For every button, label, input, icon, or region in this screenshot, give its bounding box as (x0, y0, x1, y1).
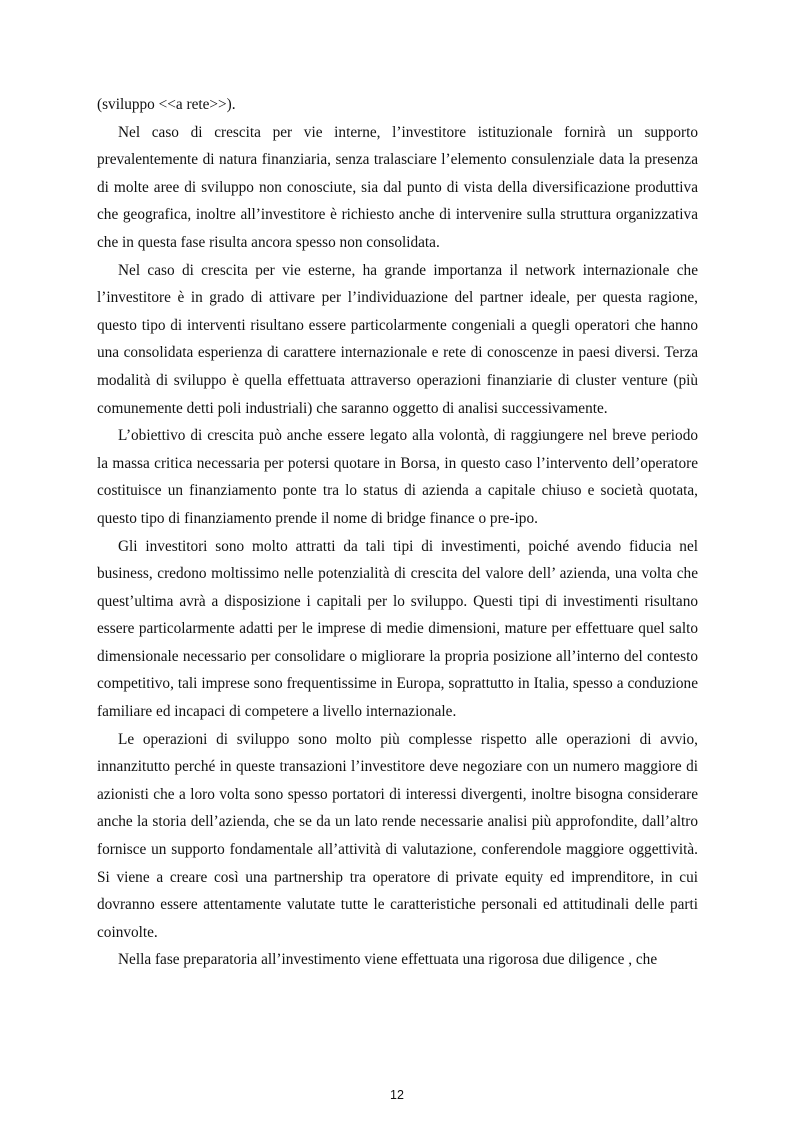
paragraph-external-growth: Nel caso di crescita per vie esterne, ha grande importanza il network internazionale che l’investitore è in grado di attivare per l’individuazione del partner ideale, per questa ragione, questo tipo di interventi risultano essere particolarmente congeniali a quegli operatori che hanno una consolidata esperienza di carattere internazionale e rete di conoscenze in paesi diversi. Terza modalità di sviluppo è quella effettuata attraverso operazioni finanziarie di cluster venture (più comunemente detti poli industriali) che saranno oggetto di analisi successivamente. (97, 261, 698, 417)
paragraph-internal-growth: Nel caso di crescita per vie interne, l’investitore istituzionale fornirà un supporto prevalentemente di natura finanziaria, senza tralasciare l’elemento consulenziale data la presenza di molte aree di sviluppo non conosciute, sia dal punto di vista della diversificazione produttiva che geografica, inoltre all’investitore è richiesto anche di intervenire sulla struttura organizzativa che in questa fase risulta ancora spesso non consolidata. (97, 123, 698, 251)
page-number: 12 (390, 1088, 404, 1102)
paragraph-bridge-finance: L’obiettivo di crescita può anche essere legato alla volontà, di raggiungere nel breve periodo la massa critica necessaria per potersi quotare in Borsa, in questo caso l’intervento dell’operatore costituisce un finanziamento ponte tra lo status di azienda a capitale chiuso e società quotata, questo tipo di finanziamento prende il nome di bridge finance o pre-ipo. (97, 427, 698, 527)
paragraph-due-diligence: Nella fase preparatoria all’investimento viene effettuata una rigorosa due diligence , che (118, 951, 658, 969)
paragraph-investors: Gli investitori sono molto attratti da tali tipi di investimenti, poiché avendo fiducia nel business, credono moltissimo nelle potenzialità di crescita del valore dell’ azienda, una volta che quest’ultima avrà a disposizione i capitali per lo sviluppo. Questi tipi di investimenti risultano essere particolarmente adatti per le imprese di medie dimensioni, mature per effettuare quel salto dimensionale necessario per consolidare o migliorare la propria posizione all’interno del contesto competitivo, tali imprese sono frequentissime in Europa, soprattutto in Italia, spesso a conduzione familiare ed incapaci di competere a livello internazionale. (97, 537, 698, 721)
paragraph-continuation: (sviluppo <<a rete>>). (97, 96, 236, 113)
page-body (97, 91, 698, 974)
paragraph-development-operations: Le operazioni di sviluppo sono molto più complesse rispetto alle operazioni di avvio, innanzitutto perché in queste transazioni l’investitore deve negoziare con un numero maggiore di azionisti che a loro volta sono spesso portatori di interessi divergenti, inoltre bisogna considerare anche la storia dell’azienda, che se da un lato rende necessarie analisi più approfondite, dall’altro fornisce un supporto fondamentale all’attività di valutazione, conferendole maggiore oggettività. Si viene a creare così una partnership tra operatore di private equity ed imprenditore, in cui dovranno essere attentamente valutate tutte le caratteristiche personali ed attitudinali delle parti coinvolte. (97, 730, 698, 941)
